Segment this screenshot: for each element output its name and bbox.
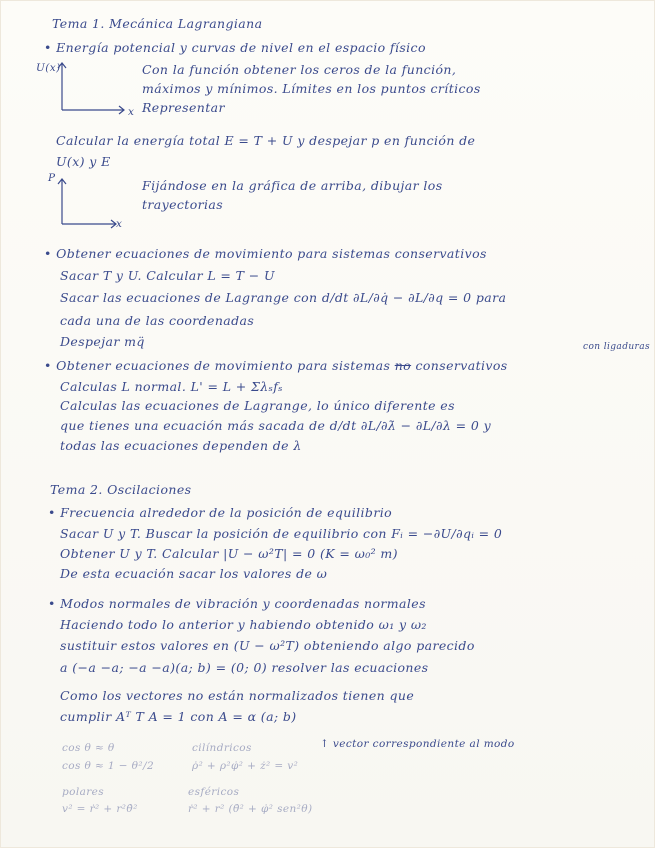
tema1-s4-line3: que tienes una ecuación más sacada de d/dt ∂L/∂λ̇ − ∂L/∂λ = 0 y <box>60 418 492 433</box>
bottom-note-cos1: cos θ ≈ θ <box>62 742 115 754</box>
tema1-title: Tema 1. Mecánica Lagrangiana <box>52 16 263 31</box>
tema1-s4-note: con ligaduras <box>583 342 651 352</box>
tema1-s3-line1: Sacar T y U. Calcular L = T − U <box>60 268 275 283</box>
tema1-s4-heading-a: • Obtener ecuaciones de movimiento para sistemas <box>44 358 391 373</box>
tema1-s2-line2: U(x) y E <box>56 154 111 169</box>
bottom-note-cilindricos-formula: ρ̇² + ρ²φ̇² + ż² = v² <box>192 760 299 772</box>
tema1-s3-line4: Despejar mq̈ <box>60 334 145 349</box>
sketch2-axis-x-label: x <box>116 218 123 230</box>
tema1-s1-heading: • Energía potencial y curvas de nivel en el espacio físico <box>44 40 426 55</box>
tema1-s4-heading-b: conservativos <box>415 358 508 373</box>
sketch2-axis-y-label: P <box>48 172 56 184</box>
tema1-s4-line1: Calculas L normal. L' = L + Σλₛfₛ <box>60 379 283 394</box>
bottom-note-esfericos-formula: ṙ² + r² (θ̇² + φ̇² sen²θ) <box>188 803 313 815</box>
tema2-s1-line1: Sacar U y T. Buscar la posición de equilibrio con Fᵢ = −∂U/∂qᵢ = 0 <box>60 526 503 541</box>
tema1-s2-line3: Fijándose en la gráfica de arriba, dibujar los <box>142 178 443 193</box>
tema2-s1-line3: De esta ecuación sacar los valores de ω <box>60 566 328 581</box>
tema2-s2-line3: a (−a −a; −a −a)(a; b) = (0; 0) resolver las ecuaciones <box>60 660 429 675</box>
tema1-s4-heading-strike: no <box>394 358 412 373</box>
tema1-s3-line2: Sacar las ecuaciones de Lagrange con d/dt ∂L/∂q̇ − ∂L/∂q = 0 para <box>60 290 507 305</box>
tema1-s1-line1: Con la función obtener los ceros de la función, <box>142 62 457 77</box>
tema2-s2-line1: Haciendo todo lo anterior y habiendo obtenido ω₁ y ω₂ <box>60 617 427 632</box>
tema2-s2-line2: sustituir estos valores en (U − ω²T) obteniendo algo parecido <box>60 638 475 653</box>
tema2-s2-vector-note: ↑ vector correspondiente al modo <box>320 738 515 750</box>
tema1-s4-line4: todas las ecuaciones dependen de λ <box>60 438 302 453</box>
tema1-s3-line3: cada una de las coordenadas <box>60 313 255 328</box>
tema1-s2-line4: trayectorias <box>142 197 224 212</box>
bottom-note-cilindricos: cilíndricos <box>192 742 252 754</box>
bottom-note-esfericos: esféricos <box>188 786 240 798</box>
sketch1-axes <box>58 62 138 114</box>
tema1-s3-heading: • Obtener ecuaciones de movimiento para sistemas conservativos <box>44 246 487 261</box>
tema1-s4-line2: Calculas las ecuaciones de Lagrange, lo único diferente es <box>60 398 455 413</box>
tema2-s2-heading: • Modos normales de vibración y coordenadas normales <box>48 596 426 611</box>
tema2-title: Tema 2. Oscilaciones <box>50 482 192 497</box>
tema1-s1-line3: Representar <box>142 100 225 115</box>
sketch1-axis-y-label: U(x) <box>36 62 61 74</box>
tema1-s1-line2: máximos y mínimos. Límites en los puntos críticos <box>142 81 481 96</box>
tema1-s4-heading <box>44 358 508 373</box>
tema2-s2-line5: cumplir Aᵀ T A = 1 con A = α (a; b) <box>60 709 297 724</box>
tema2-s1-line2: Obtener U y T. Calcular |U − ω²T| = 0 (K = ω₀² m) <box>60 546 398 561</box>
tema1-s2-line1: Calcular la energía total E = T + U y despejar p en función de <box>56 133 476 148</box>
sketch1-axis-x-label: x <box>128 106 135 118</box>
tema2-s1-heading: • Frecuencia alrededor de la posición de equilibrio <box>48 505 393 520</box>
bottom-note-cos2: cos θ ≈ 1 − θ²/2 <box>62 760 155 772</box>
bottom-note-polares-formula: v² = ṙ² + r²θ̇² <box>62 803 138 815</box>
tema2-s2-line4: Como los vectores no están normalizados tienen que <box>60 688 415 703</box>
bottom-note-polares: polares <box>62 786 105 798</box>
